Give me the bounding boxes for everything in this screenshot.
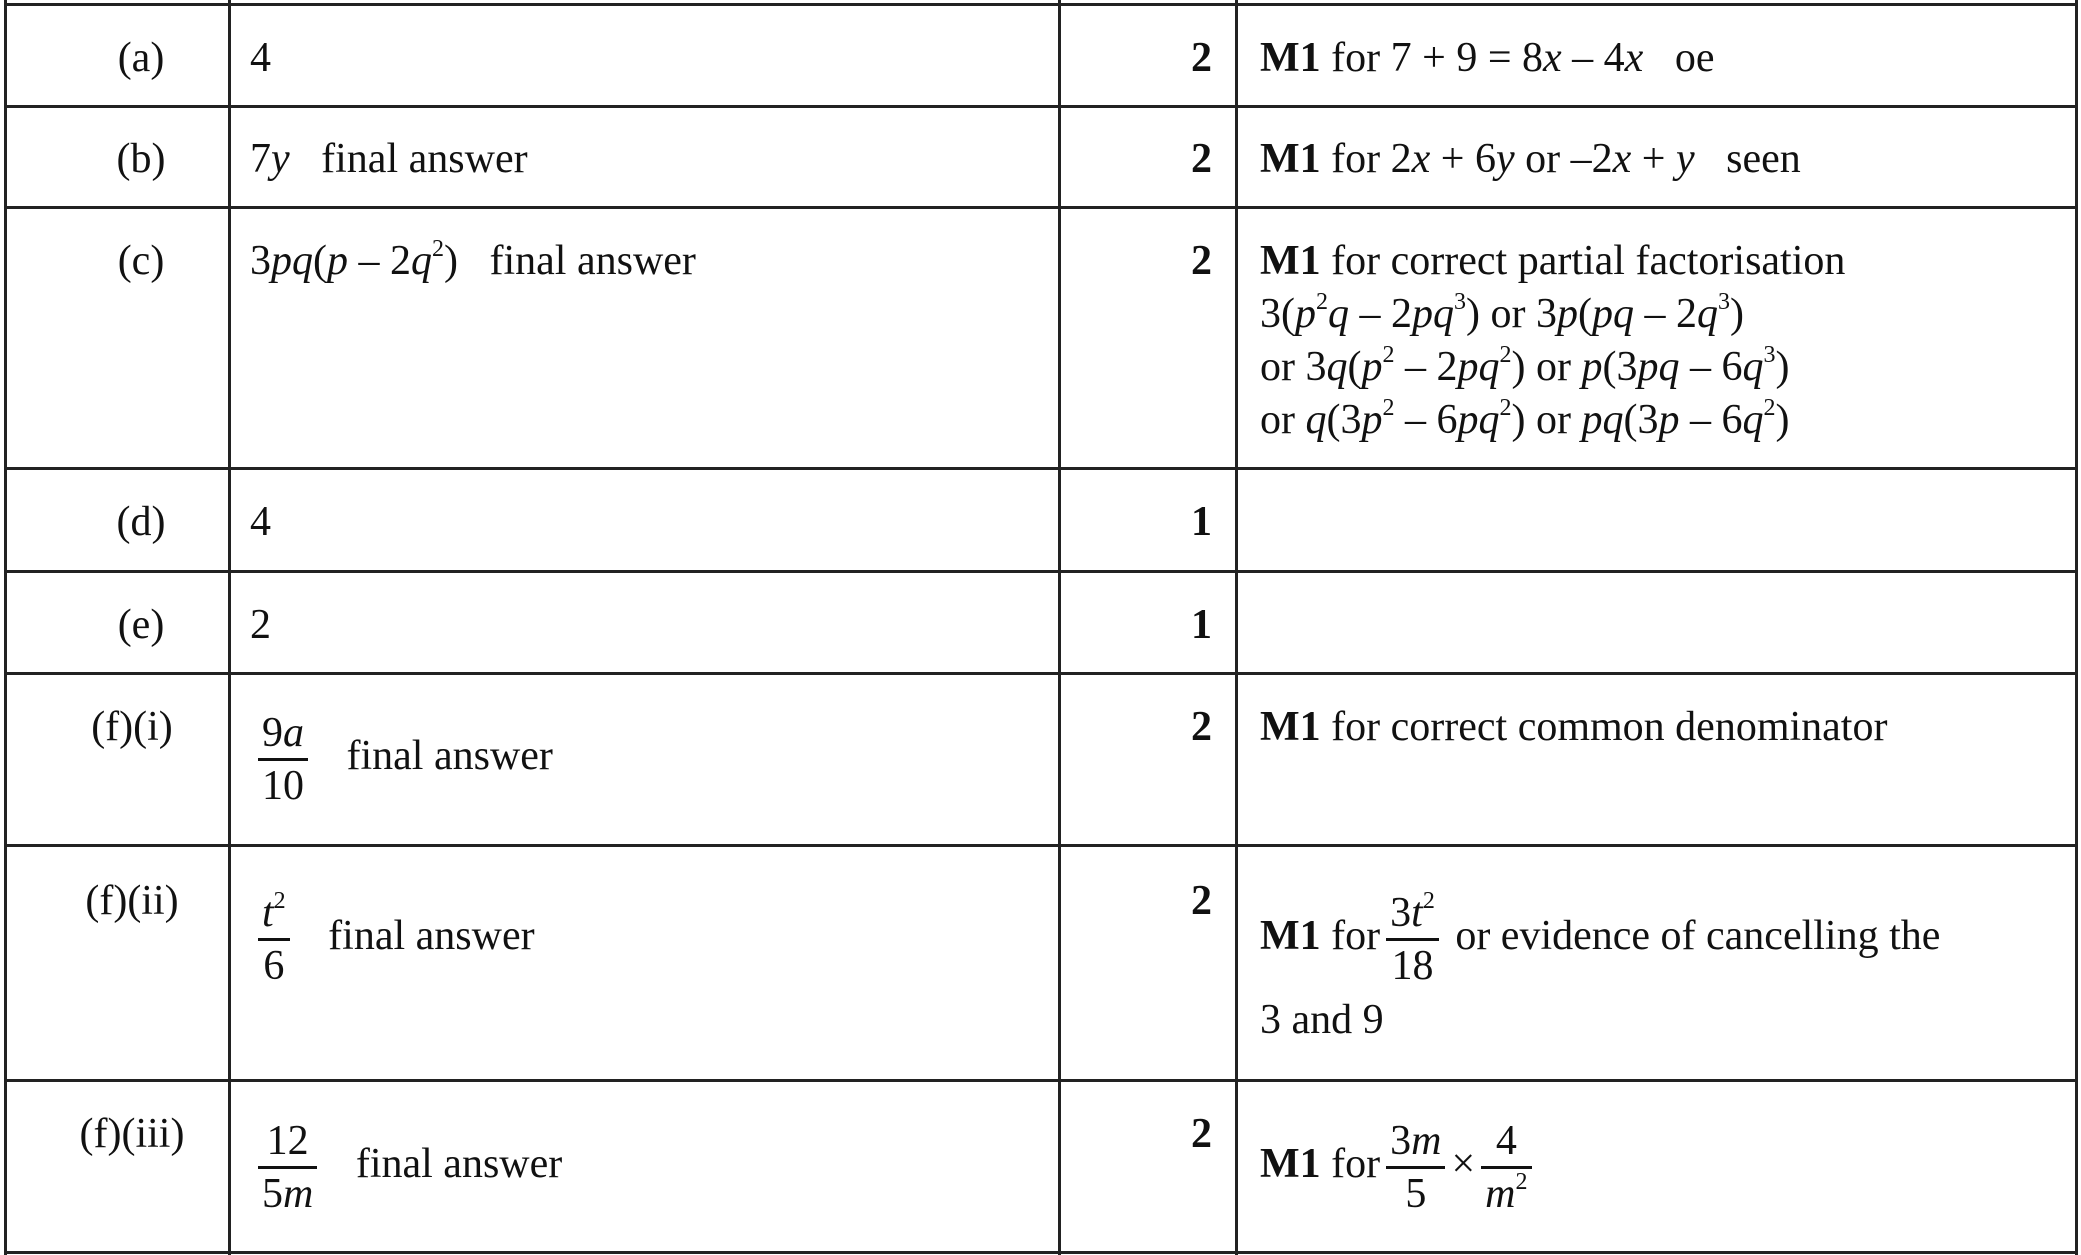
guidance: [1260, 235, 1845, 447]
method-mark: M1: [1260, 238, 1321, 284]
guidance: M1 for 7 + 9 = 8x – 4x oe: [1260, 35, 1715, 81]
guidance: M1 for correct common denominator: [1260, 704, 1888, 750]
method-mark: M1: [1260, 1141, 1321, 1188]
answer: 4: [250, 35, 271, 81]
method-mark: M1: [1260, 136, 1321, 182]
row-divider: [4, 467, 2078, 470]
method-mark: M1: [1260, 704, 1321, 750]
column-divider: [2075, 0, 2078, 1255]
row-divider: [4, 1079, 2078, 1082]
marks: 2: [1191, 878, 1212, 924]
row-divider: [4, 844, 2078, 847]
answer: $3pq(p - 2q^2)$ final answer: [250, 236, 696, 284]
answer: 7y final answer: [250, 136, 528, 182]
part-label: (a): [117, 35, 165, 81]
answer: $\frac{12}{5m}$ final answer: [252, 1116, 562, 1219]
column-divider: [1058, 0, 1061, 1255]
row-divider: [4, 206, 2078, 209]
times-sign: ×: [1451, 1141, 1476, 1188]
answer: 2: [250, 602, 271, 648]
part-label: (f)(ii): [85, 878, 179, 924]
guidance-fraction: $\frac{3t^2}{18}$: [1386, 888, 1439, 991]
part-label: (d): [116, 499, 166, 545]
answer-fraction: $\frac{9a}{10}$: [258, 708, 308, 811]
answer: $\frac{t^2}{6}$ final answer: [252, 888, 535, 991]
row-divider: [4, 570, 2078, 573]
guidance-line: 3 and 9: [1260, 997, 1384, 1043]
marks: 2: [1191, 136, 1212, 182]
part-label: (f)(iii): [79, 1111, 185, 1157]
row-divider: [4, 1251, 2078, 1254]
guidance: M1 for $\frac{3m}{5}$ × $\frac{4}{m^2}$: [1260, 1116, 1538, 1219]
answer-fraction: $\frac{t^2}{6}$: [258, 888, 290, 991]
part-label: (e): [117, 602, 165, 648]
marks: 2: [1191, 35, 1212, 81]
guidance-fraction: $\frac{4}{m^2}$: [1481, 1116, 1531, 1219]
part-label: (c): [117, 238, 165, 284]
marks: 2: [1191, 704, 1212, 750]
guidance: [1260, 888, 1940, 1045]
row-divider: [4, 3, 2078, 6]
guidance-line: or $q(3p^2 - 6pq^2)$ or $pq(3p - 6q^2)$: [1260, 395, 1790, 443]
marks: 2: [1191, 238, 1212, 284]
marks: 2: [1191, 1111, 1212, 1157]
guidance-line: M1 for $\frac{3t^2}{18}$ or evidence of cancelling the: [1260, 888, 1941, 989]
answer: 4: [250, 499, 271, 545]
method-mark: M1: [1260, 35, 1321, 81]
guidance-line: $3(p^2q - 2pq^3)$ or $3p(pq - 2q^3)$: [1260, 289, 1744, 337]
guidance-line: M1 for correct partial factorisation: [1260, 238, 1846, 284]
answer-fraction: $\frac{12}{5m}$: [258, 1116, 317, 1219]
marks: 1: [1191, 499, 1212, 545]
column-divider: [4, 0, 7, 1255]
answer: $\frac{9a}{10}$ final answer: [252, 708, 553, 811]
row-divider: [4, 105, 2078, 108]
guidance: M1 for 2x + 6y or –2x + y seen: [1260, 136, 1801, 182]
column-divider: [1235, 0, 1238, 1255]
part-label: (b): [116, 136, 166, 182]
guidance-fraction: $\frac{3m}{5}$: [1386, 1116, 1445, 1219]
guidance-line: or $3q(p^2 - 2pq^2)$ or $p(3pq - 6q^3)$: [1260, 342, 1790, 390]
row-divider: [4, 672, 2078, 675]
method-mark: M1: [1260, 913, 1321, 960]
marks: 1: [1191, 602, 1212, 648]
part-label: (f)(i): [91, 704, 173, 750]
